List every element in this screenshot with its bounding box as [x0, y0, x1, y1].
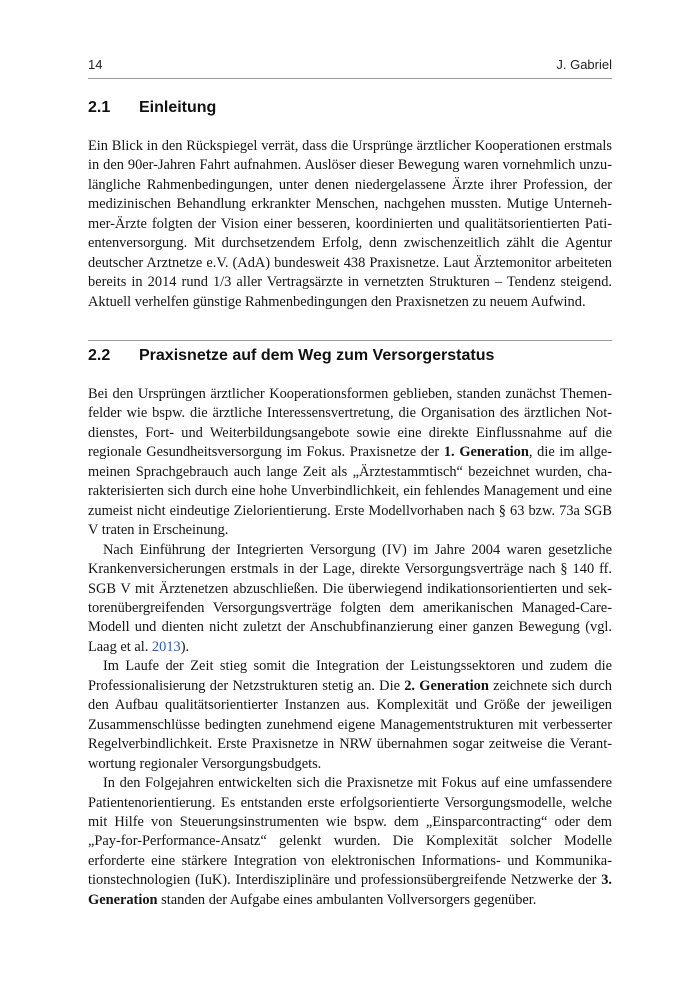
section-title: Praxisnetze auf dem Weg zum Versorgerstatus: [139, 347, 495, 364]
header-rule: [88, 78, 612, 79]
running-head-author: J. Gabriel: [556, 57, 612, 72]
paragraph: [88, 385, 612, 541]
paragraph-text: zeichnete sich durch den Aufbau qualitätsorientierter Instanzen aus. Komplexität und Größe der jeweiligen Zusammenschlüsse bedingten zunehmend eigene Managementstrukturen mit verbesserter Regelverbindlichkeit. Erste Praxisnetze in NRW übernahmen sogar zeitweise die Verantwortung regionaler Versorgungsbudgets.: [88, 677, 612, 772]
section-body-praxisnetze: [88, 385, 612, 910]
generation-term: 3. Generation: [88, 872, 612, 908]
paragraph: [88, 774, 612, 910]
section-title: Einleitung: [139, 99, 217, 116]
citation-link[interactable]: 2013: [151, 638, 181, 655]
paragraph: [88, 541, 612, 658]
paragraph-text: Bei den Ursprüngen ärztlicher Kooperationsformen geblieben, standen zunächst Themenfelder wie bspw. die ärztliche Interessensvertretung, die Organisation des ärztlichen Notdienstes, Fort- und Weiterbildungsangebote sowie eine direkte Einflussnahme auf die regionale Gesundheitsversorgung im Fokus. Praxisnetze der: [88, 386, 612, 461]
section-body-einleitung: [88, 137, 612, 312]
section-number: 2.1: [88, 99, 111, 116]
paragraph-text: Nach Einführung der Integrierten Versorgung (IV) im Jahre 2004 waren gesetzliche Krankenversicherungen erstmals in der Lage, direkte Versorgungsverträge nach § 140 ff. SGB V mit Ärztenetzen abzuschließen. Die überwiegend indikationsorientierten und sektorenübergreifenden Versorgungsverträge folgten dem amerikanischen Managed-Care-Modell und dienten nicht zuletzt der Anschubfinanzierung einer ganzen Bewegung (vgl. Laag et al.: [88, 541, 612, 655]
paragraph-text: , die im allgemeinen Sprachgebrauch auch lange Zeit als „Ärztestammtisch“ bezeichnet wurden, charakterisierten sich durch eine hohe Unverbindlichkeit, ein fehlendes Management und eine zumeist nicht eindeutige Zielorientierung. Erste Modellvorhaben nach § 63 bzw. 73a SGB V traten in Erscheinung.: [88, 444, 613, 539]
paragraph: [88, 657, 612, 774]
section-rule: [88, 340, 612, 341]
generation-term: 1. Generation: [443, 444, 529, 461]
paragraph: Ein Blick in den Rückspiegel verrät, dass die Ursprünge ärztlicher Kooperationen erstmals in den 90er-Jahren Fahrt aufnahmen. Auslöser dieser Bewegung waren vornehmlich unzulängliche Rahmenbedingungen, unter denen niedergelassene Ärzte ihrer Profession, der medizinischen Behandlung erkrankter Menschen, nachgehen mussten. Mutige Unternehmer-Ärzte folgten der Vision einer besseren, koordinierten und qualitätsorientierten Patientenversorgung. Mit durchsetzendem Erfolg, denn zwischenzeitlich zählt die Agentur deutscher Arztnetze e.V. (AdA) bundesweit 438 Praxisnetze. Laut Ärztemonitor arbeiteten bereits in 2014 rund 1/3 aller Vertragsärzte in vernetzten Strukturen – Tendenz steigend. Aktuell verhelfen günstige Rahmenbedingungen den Praxisnetzen zu neuem Aufwind.: [88, 138, 612, 310]
page-number: 14: [88, 57, 103, 72]
generation-term: 2. Generation: [404, 677, 489, 694]
paragraph-text: In den Folgejahren entwickelten sich die Praxisnetze mit Fokus auf eine umfassendere Patientenorientierung. Es entstanden erste erfolgsorientierte Versorgungsmodelle, welche mit Hilfe von Steuerungsinstrumenten wie bspw. dem „Einsparcontracting“ oder dem „Pay-for-Performance-Ansatz“ gelenkt wurden. Die Komplexität solcher Modelle erforderte eine stärkere Integration von elektronischen Informations- und Kommunikationstechnologien (IuK). Interdisziplinäre und professionsübergreifende Netzwerke der: [88, 775, 612, 889]
paragraph-text: standen der Aufgabe eines ambulanten Vollversorgers gegenüber.: [157, 891, 537, 908]
paragraph-text: Im Laufe der Zeit stieg somit die Integration der Leistungssektoren und zudem die Professionalisierung der Netzstrukturen stetig an. Die: [88, 658, 612, 694]
section-number: 2.2: [88, 347, 111, 364]
paragraph-text: ).: [180, 638, 190, 655]
